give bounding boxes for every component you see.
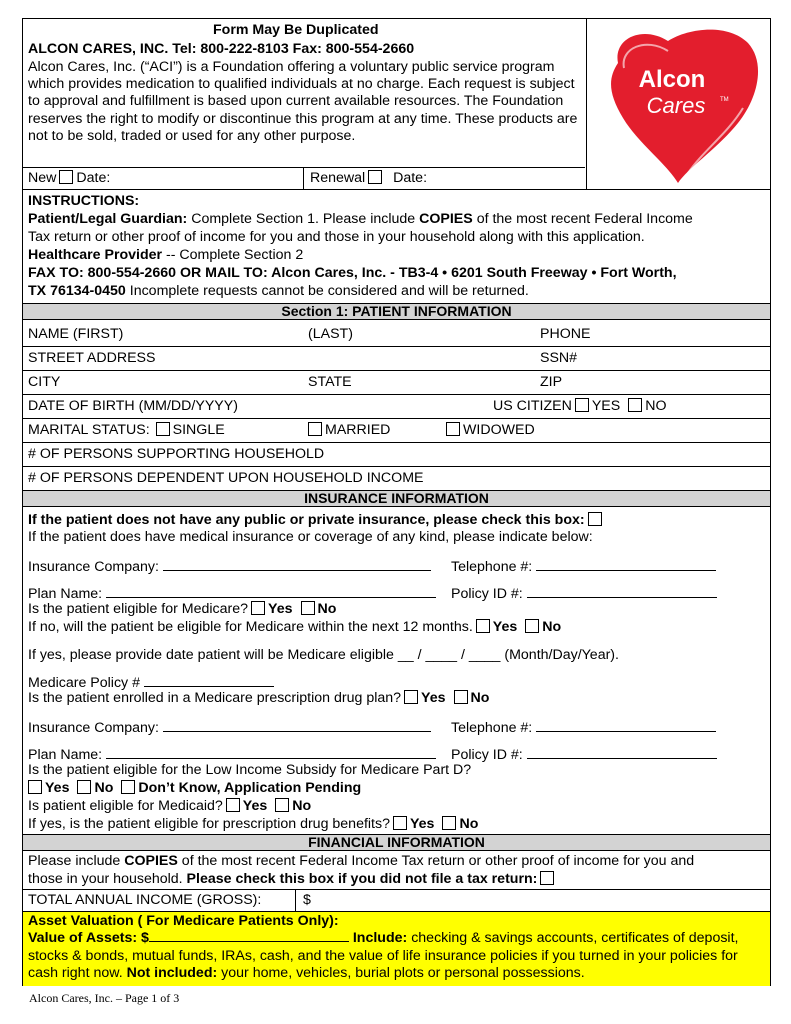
yes-label: Yes (268, 601, 293, 617)
not-included-label: Not included: (126, 964, 218, 981)
lis-no-checkbox[interactable] (77, 780, 91, 794)
insurance-company-label: Insurance Company: (28, 559, 159, 575)
widowed-checkbox[interactable] (446, 422, 460, 436)
lis-pending-checkbox[interactable] (121, 780, 135, 794)
medicare-no-checkbox[interactable] (301, 601, 315, 615)
financial-text: Please include (28, 853, 125, 869)
insurance-company-row-1 (28, 557, 431, 576)
policy-id-label: Policy ID #: (451, 747, 523, 763)
total-income-label: TOTAL ANNUAL INCOME (GROSS): (28, 892, 262, 908)
provider-instructions (28, 247, 303, 264)
no-tax-return-label: Please check this box if you did not file a tax return: (186, 871, 538, 887)
city-label: CITY (28, 374, 61, 390)
medicaid-no-checkbox[interactable] (275, 798, 289, 812)
plan-name-label: Plan Name: (28, 747, 103, 763)
marital-status-label: MARITAL STATUS: (28, 422, 150, 438)
lis-options (25, 780, 361, 797)
fax-mail-line-2 (28, 283, 529, 300)
divider (23, 346, 770, 347)
medicaid-yes-checkbox[interactable] (226, 798, 240, 812)
patient-instructions (28, 211, 693, 228)
rx-benefits-row (28, 816, 478, 833)
medicare-eligible-question: Is the patient eligible for Medicare? (28, 601, 249, 617)
application-form (22, 18, 771, 986)
no-insurance-line (28, 512, 605, 529)
persons-dependent-label: # OF PERSONS DEPENDENT UPON HOUSEHOLD INCOME (28, 470, 424, 486)
yes-label: Yes (492, 619, 518, 635)
us-citizen-label: US CITIZEN (493, 398, 572, 414)
citizen-yes-label: YES (591, 398, 621, 414)
insurance-title: INSURANCE INFORMATION (23, 490, 770, 507)
medicare12-yes-checkbox[interactable] (476, 619, 490, 633)
fax-mail-line: FAX TO: 800-554-2660 OR MAIL TO: Alcon Cares, Inc. - TB3-4 • 6201 South Freeway • Fort Worth, (28, 265, 677, 281)
marital-status-group (28, 422, 225, 439)
rx-no-checkbox[interactable] (442, 816, 456, 830)
yes-label: Yes (242, 798, 268, 814)
patient-text: of the most recent Federal Income (472, 211, 693, 227)
copies-emphasis: COPIES (124, 853, 178, 869)
provider-label: Healthcare Provider (28, 247, 163, 263)
medicare-date-text: If yes, please provide date patient will be Medicare eligible __ / ____ / ____ (Month/Day/Year). (28, 647, 619, 663)
instructions-heading: INSTRUCTIONS: (28, 193, 140, 209)
telephone-label: Telephone #: (451, 559, 533, 575)
lis-question: Is the patient eligible for the Low Income Subsidy for Medicare Part D? (28, 762, 472, 778)
state-label: STATE (308, 374, 352, 390)
alcon-cares-logo (588, 23, 766, 189)
not-included-text: your home, vehicles, burial plots or personal possessions. (217, 964, 585, 981)
no-label: No (94, 780, 114, 796)
telephone-row-2 (451, 718, 716, 737)
financial-line-2 (28, 871, 557, 888)
medicaid-row (28, 798, 311, 815)
rx-benefits-question: If yes, is the patient eligible for prescription drug benefits? (28, 816, 390, 832)
name-first-label: NAME (FIRST) (28, 326, 124, 342)
widowed-option (443, 422, 535, 439)
renewal-option (310, 170, 427, 187)
us-citizen-group (493, 398, 667, 415)
telephone-row-1 (451, 557, 716, 576)
widowed-label: WIDOWED (463, 422, 535, 438)
new-label: New (28, 170, 57, 186)
drug-plan-question: Is the patient enrolled in a Medicare prescription drug plan? (28, 690, 402, 706)
divider (303, 167, 304, 189)
zip-address: TX 76134-0450 (28, 283, 126, 299)
plan-name-label: Plan Name: (28, 586, 103, 602)
divider (23, 442, 770, 443)
drugplan-no-checkbox[interactable] (454, 690, 468, 704)
logo-word-alcon: Alcon (638, 66, 706, 93)
citizen-yes-checkbox[interactable] (575, 398, 589, 412)
patient-instructions-cont: Tax return or other proof of income for you and those in your household along with this application. (28, 229, 645, 245)
plan-name-field[interactable] (106, 745, 436, 759)
no-label: No (292, 798, 312, 814)
renewal-date-label: Date: (393, 170, 428, 186)
provider-text: -- Complete Section 2 (162, 247, 304, 263)
policy-id-row-1 (451, 584, 717, 603)
single-checkbox[interactable] (156, 422, 170, 436)
ssn-label: SSN# (540, 350, 578, 366)
medicare-12-row (28, 619, 561, 636)
yes-label: Yes (409, 816, 435, 832)
logo-word-cares: Cares (646, 93, 706, 118)
asset-value-field[interactable] (149, 930, 349, 942)
policy-id-label: Policy ID #: (451, 586, 523, 602)
medicare-policy-field[interactable] (144, 673, 274, 687)
divider (23, 167, 585, 168)
logo-trademark: TM (720, 97, 729, 103)
citizen-no-label: NO (645, 398, 667, 414)
divider (23, 370, 770, 371)
citizen-no-checkbox[interactable] (628, 398, 642, 412)
medicare-12-question: If no, will the patient be eligible for Medicare within the next 12 months. (28, 619, 473, 635)
patient-guardian-label: Patient/Legal Guardian: (28, 211, 188, 227)
org-contact-line: ALCON CARES, INC. Tel: 800-222-8103 Fax: 800-554-2660 (28, 41, 415, 57)
total-income-field[interactable]: $ (303, 892, 311, 908)
telephone-label: Telephone #: (451, 720, 533, 736)
divider (23, 394, 770, 395)
duplicate-notice: Form May Be Duplicated (213, 22, 379, 38)
dont-know-label: Don’t Know, Application Pending (138, 780, 362, 796)
financial-text: of the most recent Federal Income Tax return or other proof of income for you and (177, 853, 695, 869)
insurance-company-field[interactable] (163, 718, 431, 732)
logo-divider (586, 19, 587, 189)
patient-text: Complete Section 1. Please include (187, 211, 420, 227)
insurance-company-label: Insurance Company: (28, 720, 159, 736)
no-insurance-text: If the patient does not have any public or private insurance, please check this box: (28, 512, 585, 528)
married-checkbox[interactable] (308, 422, 322, 436)
medicaid-question: Is patient eligible for Medicaid? (28, 798, 223, 814)
financial-line-1 (28, 853, 694, 870)
drugplan-yes-checkbox[interactable] (404, 690, 418, 704)
medicare-policy-label: Medicare Policy # (28, 675, 140, 691)
section1-title: Section 1: PATIENT INFORMATION (23, 303, 770, 320)
renewal-label: Renewal (310, 170, 366, 186)
street-address-label: STREET ADDRESS (28, 350, 156, 366)
copies-emphasis: COPIES (419, 211, 473, 227)
single-label: SINGLE (172, 422, 225, 438)
lis-yes-checkbox[interactable] (28, 780, 42, 794)
zip-label: ZIP (540, 374, 563, 390)
renewal-checkbox[interactable] (368, 170, 382, 184)
dob-label: DATE OF BIRTH (MM/DD/YYYY) (28, 398, 238, 414)
policy-id-field[interactable] (527, 745, 717, 759)
financial-title: FINANCIAL INFORMATION (23, 834, 770, 851)
plan-name-field[interactable] (106, 584, 436, 598)
persons-supporting-label: # OF PERSONS SUPPORTING HOUSEHOLD (28, 446, 325, 462)
telephone-field[interactable] (536, 557, 716, 571)
telephone-field[interactable] (536, 718, 716, 732)
asset-heading: Asset Valuation ( For Medicare Patients Only): (28, 913, 339, 929)
asset-valuation-box (23, 911, 770, 986)
include-label: Include: (348, 930, 408, 947)
insurance-company-row-2 (28, 718, 431, 737)
no-label: No (317, 601, 337, 617)
medicare-eligible-row (28, 601, 336, 618)
name-last-label: (LAST) (308, 326, 353, 342)
yes-label: Yes (45, 780, 70, 796)
page-footer: Alcon Cares, Inc. – Page 1 of 3 (29, 991, 180, 1005)
new-date-label: Date: (76, 170, 111, 186)
divider (23, 889, 770, 890)
divider (23, 418, 770, 419)
policy-id-field[interactable] (527, 584, 717, 598)
no-tax-return-checkbox[interactable] (540, 871, 554, 885)
financial-text: those in your household. (28, 871, 187, 887)
include-text: checking & savings accounts, certificates of deposit, stocks & bonds, mutual funds, IRAs, cash, and the value of life insurance policies if you turned in your policies for cash right now. (28, 930, 739, 981)
divider (295, 889, 296, 911)
rx-yes-checkbox[interactable] (393, 816, 407, 830)
no-label: No (470, 690, 490, 706)
medicare12-no-checkbox[interactable] (525, 619, 539, 633)
program-intro: Alcon Cares, Inc. (“ACI”) is a Foundation offering a voluntary public service program which provides medication to qualified individuals at no charge. Each request is subject to approval and fulfillment is based upon current available resources. The Foundation reserves the right to modify or discontinue this program at any time. These products are not to be sold, traded or used for any other purpose. (28, 59, 578, 144)
medicare-yes-checkbox[interactable] (251, 601, 265, 615)
new-application-option (28, 170, 110, 187)
asset-value-label: Value of Assets: $ (28, 930, 149, 947)
phone-label: PHONE (540, 326, 591, 342)
married-label: MARRIED (325, 422, 391, 438)
insurance-company-field[interactable] (163, 557, 431, 571)
no-label: No (542, 619, 562, 635)
no-insurance-checkbox[interactable] (588, 512, 602, 526)
new-checkbox[interactable] (59, 170, 73, 184)
asset-valuation-content (28, 913, 763, 982)
divider (23, 466, 770, 467)
incomplete-notice: Incomplete requests cannot be considered and will be returned. (125, 283, 529, 299)
married-option (305, 422, 390, 439)
has-insurance-text: If the patient does have medical insurance or coverage of any kind, please indicate below: (28, 529, 593, 545)
drug-plan-row (28, 690, 489, 707)
divider (23, 189, 770, 190)
policy-id-row-2 (451, 745, 717, 764)
no-label: No (459, 816, 479, 832)
yes-label: Yes (421, 690, 446, 706)
